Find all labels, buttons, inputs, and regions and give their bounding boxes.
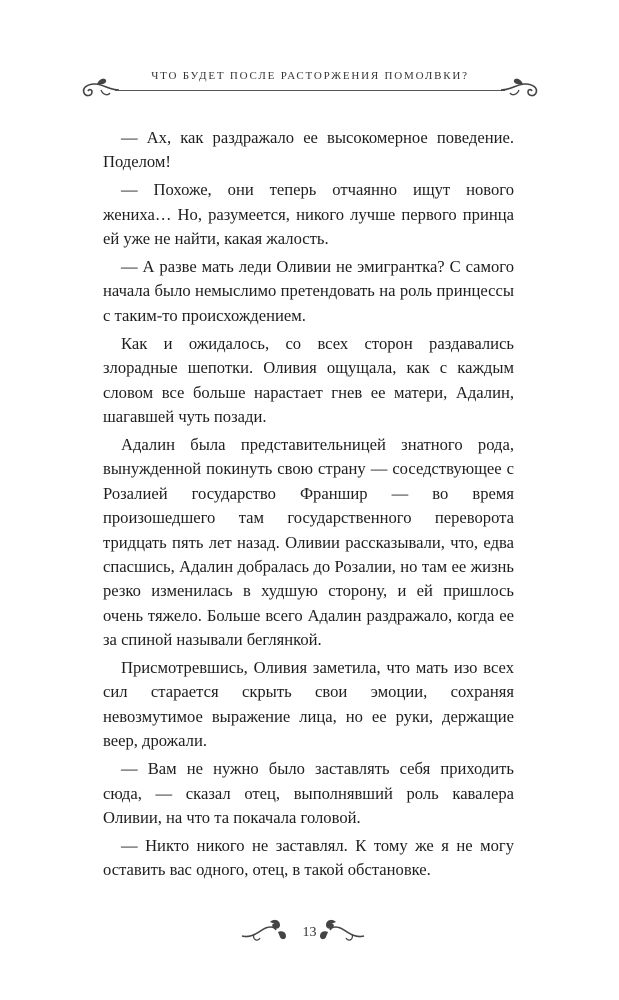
body-text — [103, 126, 514, 886]
running-header — [75, 60, 545, 110]
paragraph: — Похоже, они теперь отчаянно ищут нового жениха… Но, разумеется, никого лучше первого принца ей уже не найти, какая жалость. — [103, 180, 514, 249]
page-number: 13 — [302, 925, 317, 940]
paragraph: Присмотревшись, Оливия заметила, что мать изо всех сил старается скрыть свои эмоции, сохраняя невозмутимое выражение лица, но ее руки, держащие веер, дрожали. — [103, 658, 514, 751]
paragraph: Адалин была представительницей знатного рода, вынужденной покинуть свою страну — соседствующее с Розалией государство Франшир — во время произошедшего там государственного переворота тридцать пять лет назад. Оливии рассказывали, что, едва спасшись, Адалин добралась до Розалии, но там ее жизнь резко изменилась в худшую сторону, и ей пришлось очень тяжело. Больше всего Адалин раздражало, когда ее за спиной называли беглянкой. — [103, 434, 514, 650]
paragraph: Как и ожидалось, со всех сторон раздавались злорадные шепотки. Оливия ощущала, как с каждым словом все больше нарастает гнев ее матери, Адалин, шагавшей чуть позади. — [103, 333, 514, 426]
paragraph: — Вам не нужно было заставлять себя приходить сюда, — сказал отец, выполнявший роль кавалера Оливии, на что та покачала головой. — [103, 759, 514, 827]
paragraph: — А разве мать леди Оливии не эмигрантка? С самого начала было немыслимо претендовать на роль принцессы с таким-то происхождением. — [103, 257, 514, 325]
paragraph: — Ах, как раздражало ее высокомерное поведение. Поделом! — [103, 128, 514, 172]
paragraph: — Никто никого не заставлял. К тому же я не могу оставить вас одного, отец, в такой обстановке. — [103, 835, 514, 880]
header-title: ЧТО БУДЕТ ПОСЛЕ РАСТОРЖЕНИЯ ПОМОЛВКИ? — [151, 70, 469, 82]
flourish-ornament-icon — [499, 74, 541, 100]
page-footer — [0, 915, 619, 955]
flourish-ornament-icon — [318, 918, 366, 944]
header-rule — [115, 90, 505, 91]
